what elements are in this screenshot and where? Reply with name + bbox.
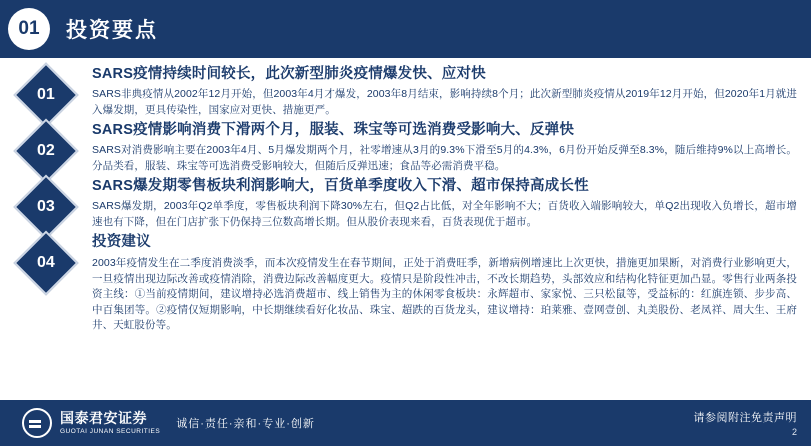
badge-number: 01: [37, 85, 55, 103]
badge-number: 04: [37, 253, 55, 271]
item-body: [92, 64, 811, 118]
company-logo-text: [60, 411, 160, 435]
disclaimer-text: 请参阅附注免责声明: [693, 412, 797, 424]
item-text: SARS爆发期，2003年Q2单季度，零售板块利润下降30%左右，但Q2占比低，对全年影响不大；百货收入端影响较大，单Q2出现收入负增长，超市增速也有下降，但在门店扩张下仍保持三位数高增长期。但从股价表现来看，百货表现优于超市。: [92, 200, 797, 228]
item-title: SARS疫情影响消费下滑两个月，服装、珠宝等可选消费受影响大、反弹快: [92, 122, 575, 138]
slide-footer: [0, 400, 811, 446]
slide-header: [0, 0, 811, 58]
company-logo-icon: [22, 408, 52, 438]
list-item: [0, 120, 811, 174]
item-text: 2003年疫情发生在二季度消费淡季，而本次疫情发生在春节期间，正处于消费旺季，新增病例增速比上次更快，措施更加果断，对消费行业影响更大，一旦疫情出现边际改善或疫情消除，消费边际改善幅度更大。疫情只是阶段性冲击，不改长期趋势，头部效应和结构化特征更加凸显。零售行业两条投资主线：①当前疫情期间，建议增持必选消费超市、线上销售为主的休闲零食板块：永辉超市、家家悦、三只松鼠等，受益标的：红旗连锁、步步高、中百集团等。②疫情仅短期影响，中长期继续看好化妆品、珠宝、超跌的百货龙头，建议增持：珀莱雅、壹网壹创、丸美股份、老凤祥、周大生、王府井、天虹股份等。: [92, 257, 797, 331]
badge-number: 03: [37, 197, 55, 215]
item-body: [92, 176, 811, 230]
page-title: 投资要点: [66, 19, 158, 42]
company-name-en: GUOTAI JUNAN SECURITIES: [60, 427, 161, 435]
item-text: SARS非典疫情从2002年12月开始，但2003年4月才爆发，2003年8月结束，影响持续8个月；此次新型肺炎疫情从2019年12月开始，但2020年1月就进入爆发期，更具传染性，国家应对更快、措施更严。: [92, 88, 797, 116]
list-item: [0, 232, 811, 334]
item-text: SARS对消费影响主要在2003年4月、5月爆发期两个月，社零增速从3月的9.3%下滑至5月的4.3%，6月份开始反弹至8.3%，随后维持9%以上高增长。分品类看，服装、珠宝等可选消费受影响较大，但随后反弹迅速；食品等必需消费平稳。: [92, 144, 797, 172]
company-slogan: 诚信·责任·亲和·专业·创新: [176, 418, 315, 430]
slide-content: [0, 58, 811, 398]
item-body: [92, 232, 811, 334]
item-body: [92, 120, 811, 174]
company-name-cn: 国泰君安证券: [60, 410, 147, 427]
badge-container: [0, 176, 92, 230]
footer-right: [694, 409, 798, 437]
badge-container: [0, 232, 92, 286]
diamond-badge-icon: [13, 230, 78, 295]
header-section-number: 01: [8, 8, 50, 50]
badge-container: [0, 120, 92, 174]
badge-number: 02: [37, 141, 55, 159]
page-number: 2: [791, 427, 797, 437]
item-title: SARS疫情持续时间较长，此次新型肺炎疫情爆发快、应对快: [92, 66, 486, 82]
list-item: [0, 176, 811, 230]
item-title: 投资建议: [92, 234, 151, 250]
item-title: SARS爆发期零售板块利润影响大，百货单季度收入下滑、超市保持高成长性: [92, 178, 589, 194]
list-item: [0, 64, 811, 118]
badge-container: [0, 64, 92, 118]
